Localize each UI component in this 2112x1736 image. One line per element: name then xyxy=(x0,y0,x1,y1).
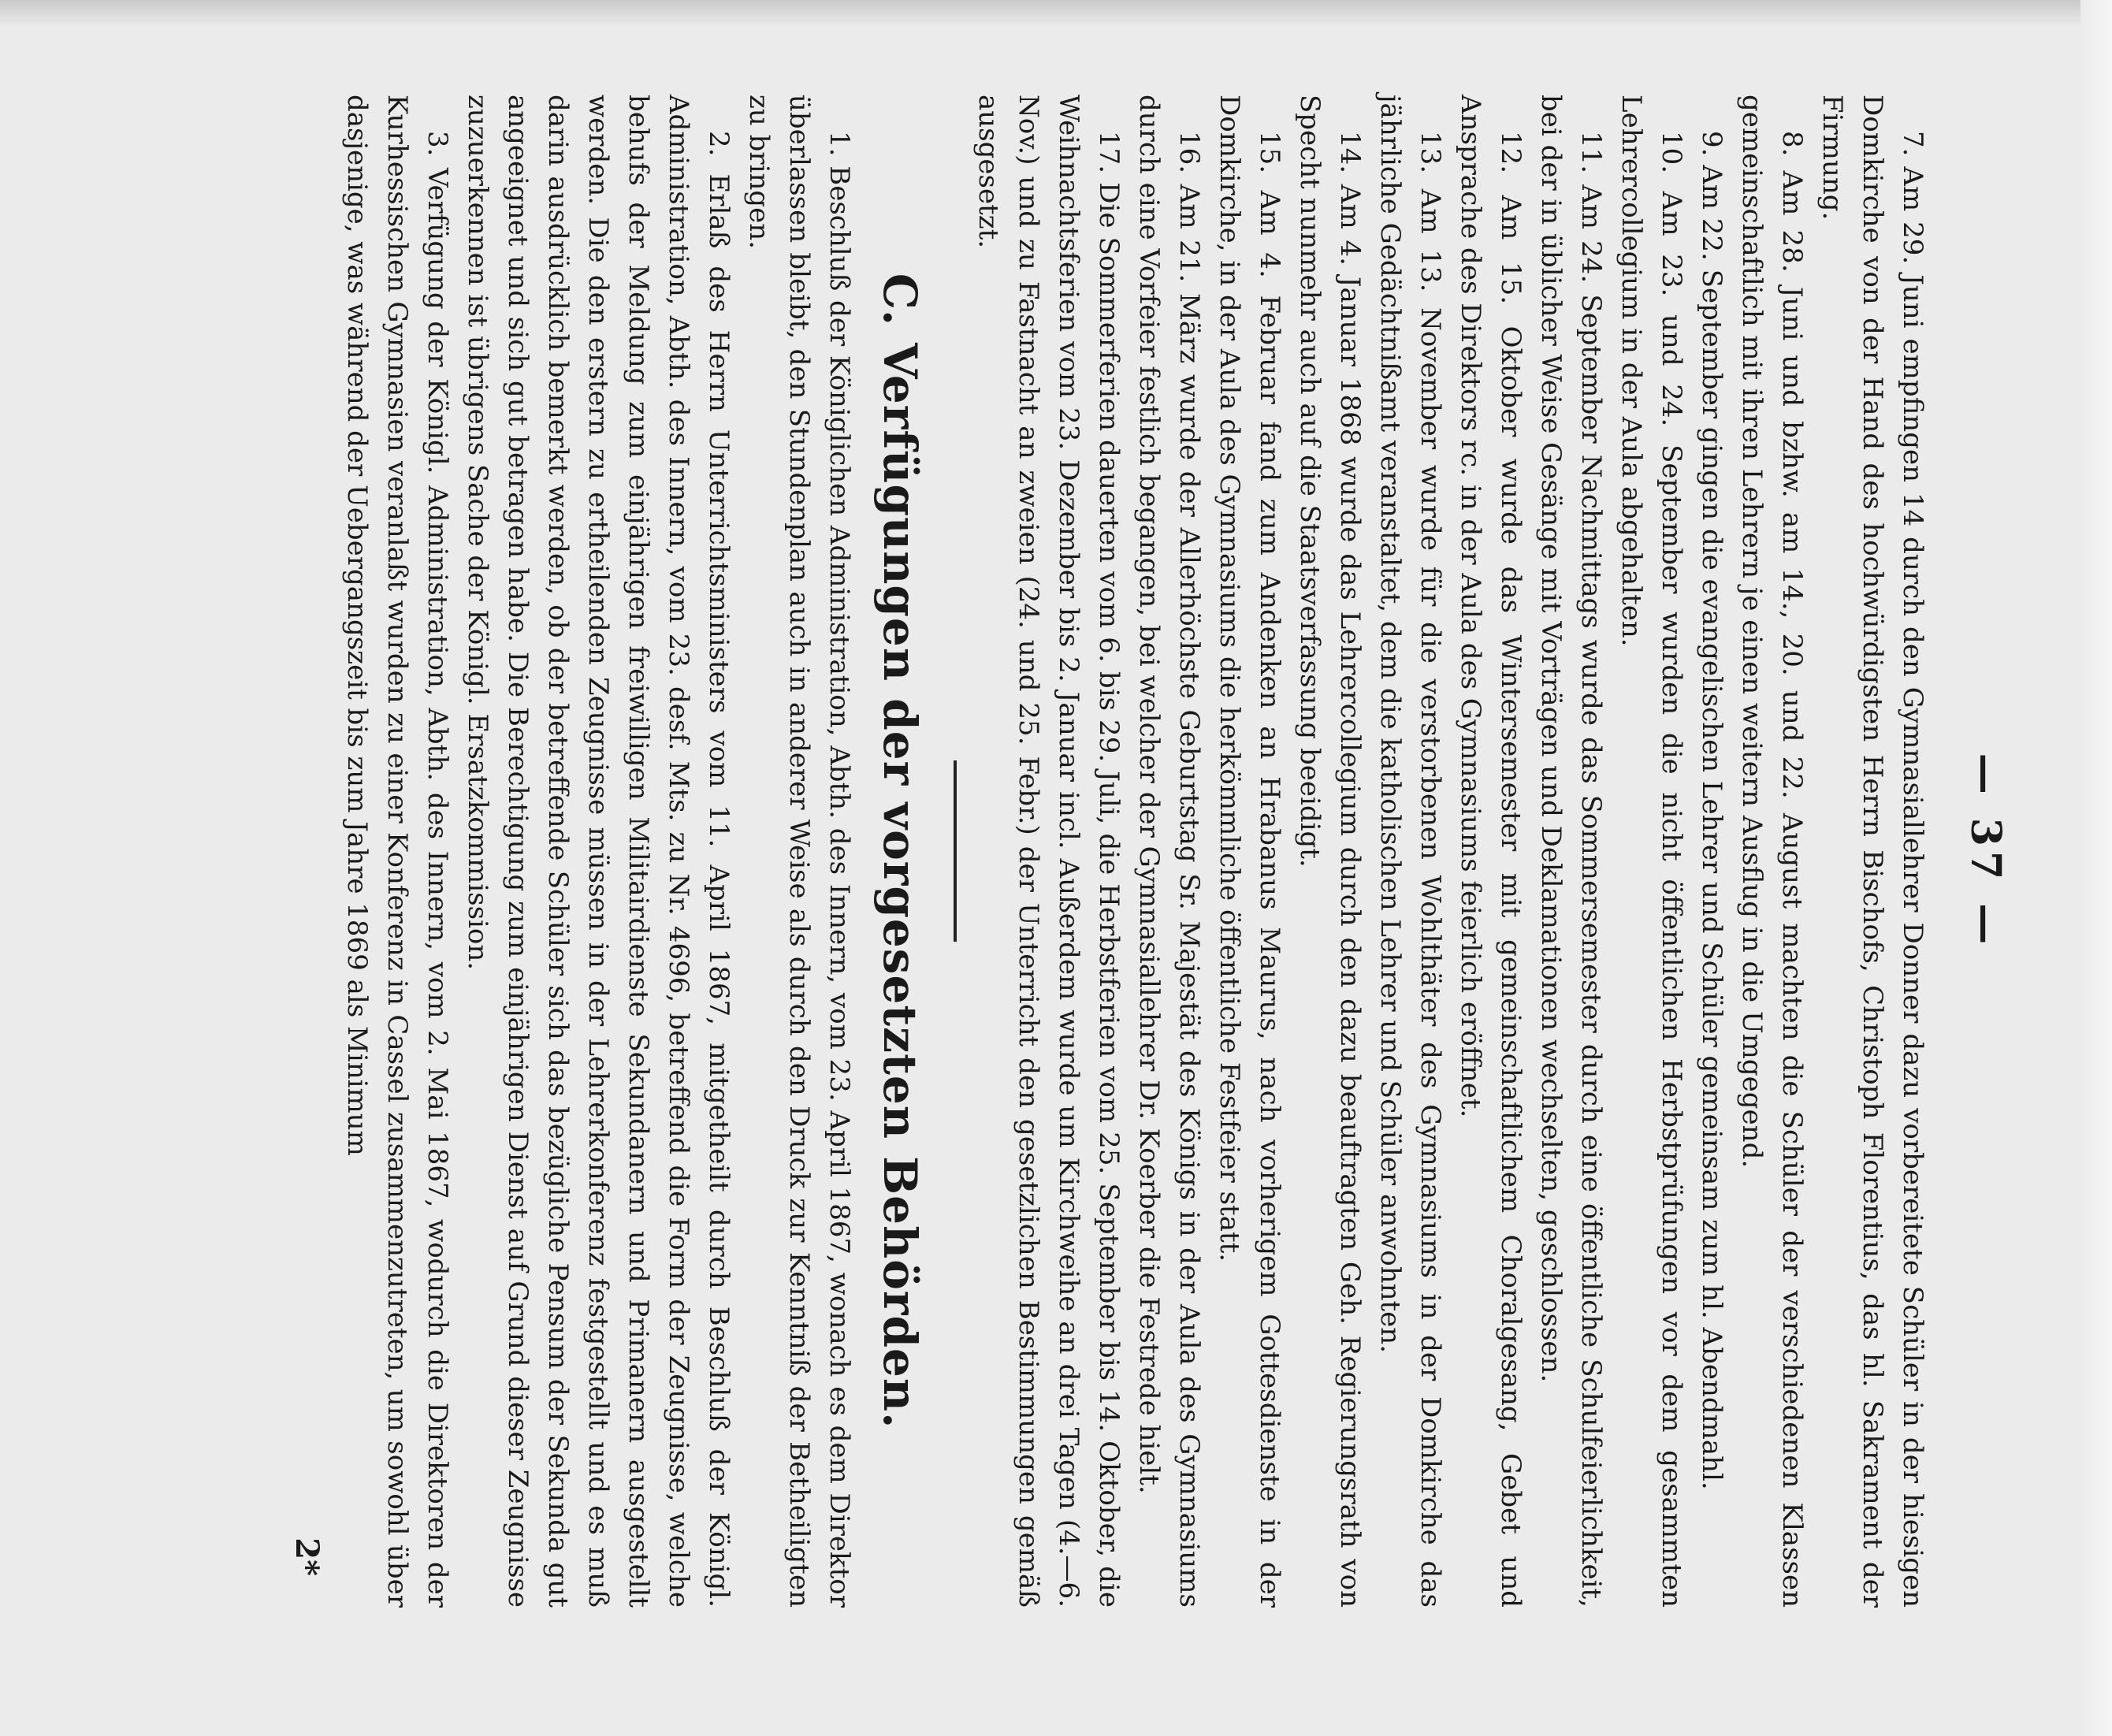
paragraph-item-12: 12. Am 15. Oktober wurde das Wintersemester mit gemeinschaftlichem Choralgesang, Gebet und Ansprache des Direktors rc. in der Aula des Gymnasiums feierlich eröffnet. xyxy=(1455,95,1526,1608)
text-block-decrees xyxy=(337,95,859,1608)
signature-mark: 2* xyxy=(288,1537,325,1576)
paragraph-item-9: 9. Am 22. September gingen die evangelischen Lehrer und Schüler gemeinsam zum hl. Abendmahl. xyxy=(1696,131,1727,1490)
scan-top-edge xyxy=(0,0,2112,27)
decree-item-2: 2. Erlaß des Herrn Unterrichtsministers vom 11. April 1867, mitgetheilt durch Beschluß der Königl. Administration, Abth. des Innern, vom 23. desf. Mts. zu Nr. 4696, betreffend die Form der Zeugnisse, welche behufs der Meldung zum einjährigen freiwilligen Militairdienste Sekundanern und Primanern ausgestellt werden. Die den erstern zu ertheilenden Zeugnisse müssen in der Lehrerkonferenz festgestellt und es muß darin ausdrücklich bemerkt werden, ob der betreffende Schüler sich das bezügliche Pensum der Sekunda gut angeeignet und sich gut betragen habe. Die Berechtigung zum einjährigen Dienst auf Grund dieser Zeugnisse zuzuerkennen ist übrigens Sache der Königl. Ersatzkommission. xyxy=(462,95,734,1608)
paragraph-item-13: 13. Am 13. November wurde für die verstorbenen Wohlthäter des Gymnasiums in der Domkirche das jährliche Gedächtnißamt veranstaltet, dem die katholischen Lehrer und Schüler anwohnten. xyxy=(1374,95,1446,1608)
paragraph-item-16: 16. Am 21. März wurde der Allerhöchste Geburtstag Sr. Majestät des Königs in der Aula des Gymnasiums durch eine Vorfeier festlich begangen, bei welcher der Gymnasiallehrer Dr. Koerber die Festrede hielt. xyxy=(1133,95,1205,1608)
paragraph-item-10: 10. Am 23. und 24. September wurden die nicht öffentlichen Herbstprüfungen vor dem gesammten Lehrercollegium in der Aula abgehalten. xyxy=(1616,95,1687,1608)
paragraph-item-8: 8. Am 28. Juni und bzhw. am 14., 20. und 22. August machten die Schüler der verschiedenen Klassen gemeinschaftlich mit ihren Lehrern je einen weitern Ausflug in die Umgegend. xyxy=(1736,95,1808,1608)
decree-item-1: 1. Beschluß der Königlichen Administration, Abth. des Innern, vom 23. April 1867, wonach es dem Direktor überlassen bleibt, den Stundenplan auch in anderer Weise als durch den Druck zur Kenntniß der Betheiligten zu bringen. xyxy=(743,95,855,1608)
decree-item-3: 3. Verfügung der Königl. Administration, Abth. des Innern, vom 2. Mai 1867, wodurch die Direktoren der Kurhessischen Gymnasien veranlaßt wurden zu einer Konferenz in Cassel zusammenzutreten, um sowohl über dasjenige, was während der Uebergangszeit bis zum Jahre 1869 als Minimum xyxy=(341,95,453,1608)
document-page xyxy=(142,95,2010,1608)
paragraph-item-11: 11. Am 24. September Nachmittags wurde das Sommersemester durch eine öffentliche Schulfeierlichkeit, bei der in üblicher Weise Gesänge mit Vorträgen und Deklamationen wechselten, geschlossen. xyxy=(1535,95,1607,1608)
paragraph-item-7: 7. Am 29. Juni empfingen 14 durch den Gymnasiallehrer Donner dazu vorbereitete Schüler in der hiesigen Domkirche von der Hand des hochwürdigsten Herrn Bischofs, Christoph Florentius, das hl. Sakrament der Firmung. xyxy=(1816,95,1928,1608)
paragraph-item-17: 17. Die Sommerferien dauerten vom 6. bis 29. Juli, die Herbstferien vom 25. September bis 14. Oktober, die Weihnachtsferien vom 23. Dezember bis 2. Januar incl. Außerdem wurde um Kirchweihe an drei Tagen (4.—6. Nov.) und zu Fastnacht an zweien (24. und 25. Febr.) der Unterricht den gesetzlichen Bestimmungen gemäß ausgesetzt. xyxy=(972,95,1125,1608)
page-number: — 37 — xyxy=(1961,753,2010,950)
section-heading: C. Verfügungen der vorgesetzten Behörden. xyxy=(873,273,927,1429)
section-divider xyxy=(954,760,957,942)
paragraph-item-15: 15. Am 4. Februar fand zum Andenken an Hrabanus Maurus, nach vorherigem Gottesdienste in der Domkirche, in der Aula des Gymnasiums die herkömmliche öffentliche Festfeier statt. xyxy=(1214,95,1285,1608)
text-block-events xyxy=(968,95,1932,1608)
paragraph-item-14: 14. Am 4. Januar 1868 wurde das Lehrercollegium durch den dazu beauftragten Geh. Regierungsrath von Specht nunmehr auch auf die Staatsverfassung beeidigt. xyxy=(1294,95,1366,1608)
scan-right-margin xyxy=(2080,0,2112,1736)
